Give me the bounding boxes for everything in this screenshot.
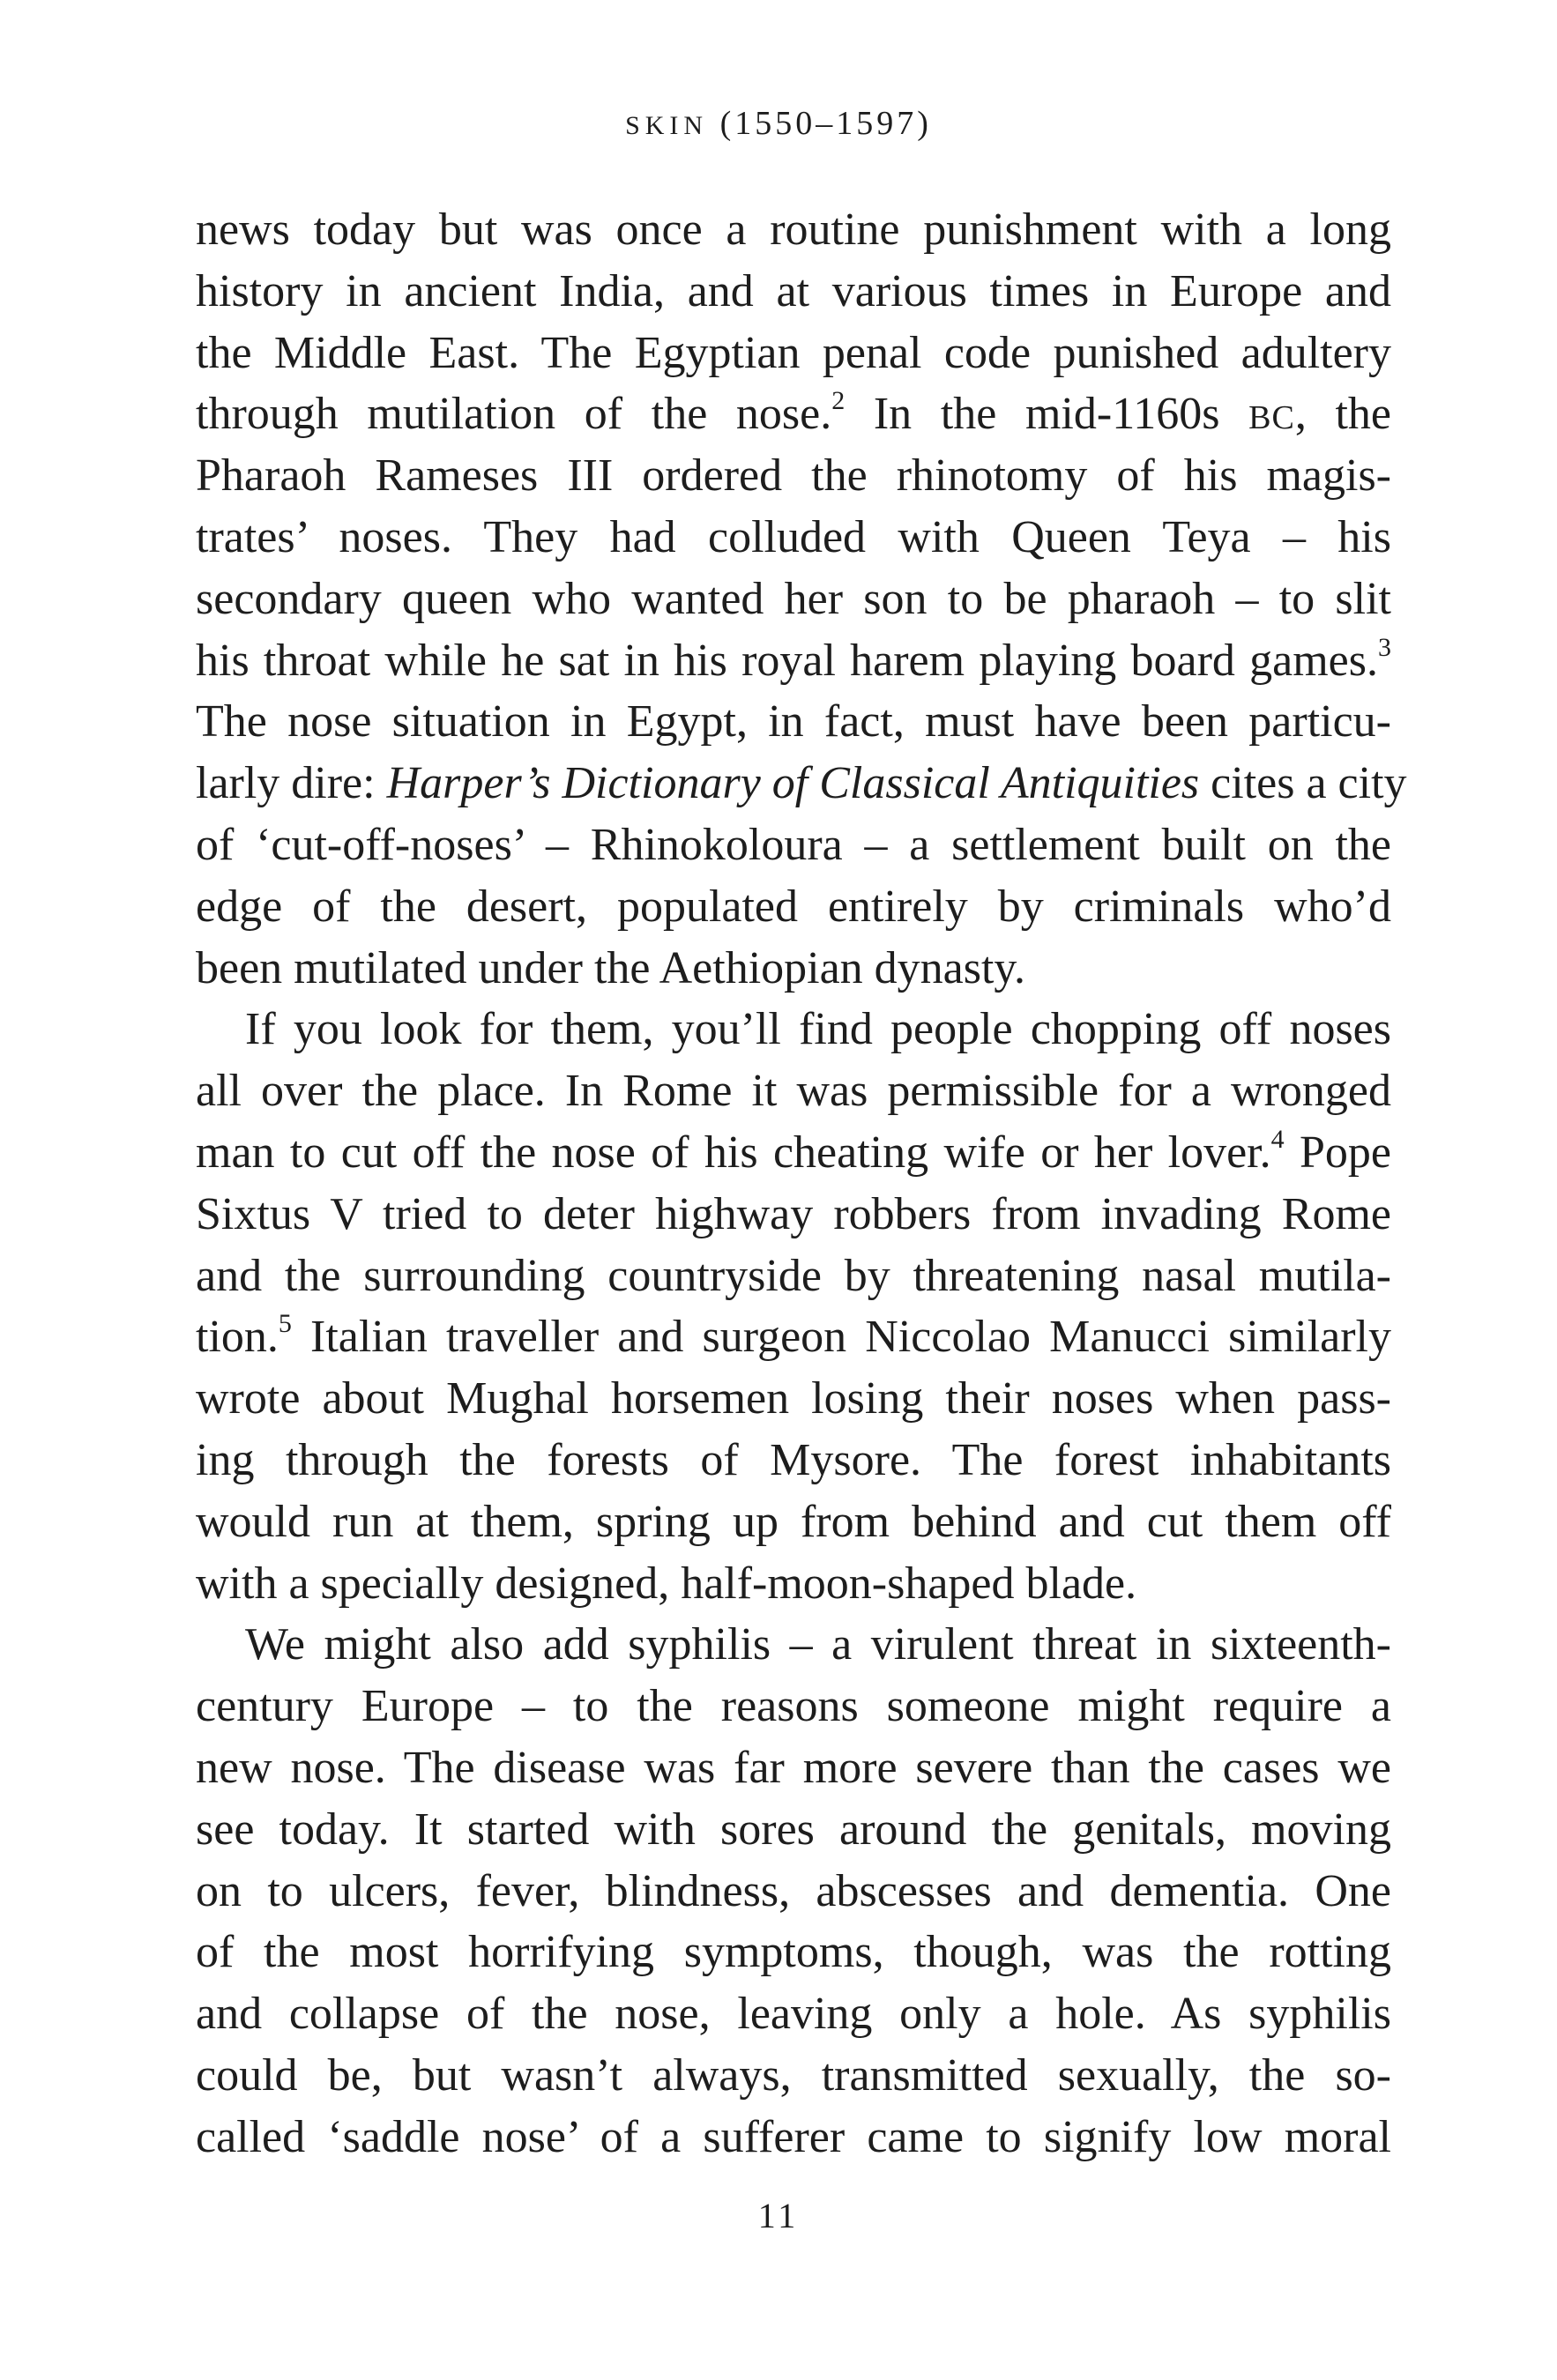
text-segment: larly dire: xyxy=(196,758,387,809)
text-segment: cites a city xyxy=(1199,758,1407,809)
text-segment: through mutilation of the nose. xyxy=(196,389,832,440)
text-line: and collapse of the nose, leaving only a hole. As syphilis xyxy=(196,1989,1391,2040)
text-line: of ‘cut-off-noses’ – Rhinokoloura – a settlement built on the xyxy=(196,819,1391,870)
text-line: could be, but wasn’t always, transmitted sexually, the so- xyxy=(196,2049,1391,2101)
footnote-marker-2: 2 xyxy=(831,386,846,416)
text-line: on to ulcers, fever, blindness, abscesses and dementia. One xyxy=(196,1865,1391,1916)
text-line: If you look for them, you’ll find people chopping off noses xyxy=(245,1004,1391,1055)
paragraph-3 xyxy=(196,1614,1391,2168)
text-line: history in ancient India, and at various times in Europe and xyxy=(196,265,1391,316)
text-line xyxy=(196,630,1391,692)
text-line: We might also add syphilis – a virulent threat in sixteenth- xyxy=(245,1619,1391,1670)
text-line: all over the place. In Rome it was permissible for a wronged xyxy=(196,1066,1391,1117)
text-segment: his throat while he sat in his royal harem playing board games. xyxy=(196,635,1378,686)
text-line: wrote about Mughal horsemen losing their noses when pass- xyxy=(196,1373,1391,1424)
text-line: The nose situation in Egypt, in fact, must have been particu- xyxy=(196,696,1391,747)
text-line: would run at them, spring up from behind and cut them off xyxy=(196,1496,1391,1547)
text-line: called ‘saddle nose’ of a sufferer came to signify low moral xyxy=(196,2111,1391,2162)
text-line: century Europe – to the reasons someone might require a xyxy=(196,1681,1391,1732)
footnote-marker-3: 3 xyxy=(1378,632,1391,662)
text-segment: In the mid-1160s xyxy=(845,389,1249,440)
text-line xyxy=(196,383,1391,445)
text-line: the Middle East. The Egyptian penal code punished adultery xyxy=(196,327,1391,378)
paragraph-2 xyxy=(196,999,1391,1614)
text-segment: , the xyxy=(1294,389,1392,440)
running-head-title: SKIN xyxy=(625,111,709,140)
text-line: with a specially designed, half-moon-shaped blade. xyxy=(196,1558,1137,1609)
era-abbreviation: BC xyxy=(1248,399,1295,437)
text-line: edge of the desert, populated entirely by criminals who’d xyxy=(196,881,1391,932)
text-line: secondary queen who wanted her son to be pharaoh – to slit xyxy=(196,573,1391,624)
text-line xyxy=(196,753,1407,814)
text-line: Pharaoh Rameses III ordered the rhinotomy of his magis- xyxy=(196,450,1391,502)
body-text xyxy=(196,199,1407,2168)
text-segment: Italian traveller and surgeon Niccolao Manucci similarly xyxy=(291,1312,1391,1363)
book-title: Harper’s Dictionary of Classical Antiquities xyxy=(386,758,1200,809)
text-line: and the surrounding countryside by threatening nasal mutila- xyxy=(196,1250,1391,1301)
text-line: new nose. The disease was far more severe than the cases we xyxy=(196,1742,1391,1793)
text-line xyxy=(196,1306,1391,1368)
footnote-marker-5: 5 xyxy=(278,1309,292,1339)
running-head-years: (1550–1597) xyxy=(719,105,932,142)
text-line: see today. It started with sores around the genitals, moving xyxy=(196,1804,1391,1855)
footnote-marker-4: 4 xyxy=(1270,1124,1285,1154)
text-segment: man to cut off the nose of his cheating wife or her lover. xyxy=(196,1127,1271,1178)
text-line: Sixtus V tried to deter highway robbers from invading Rome xyxy=(196,1188,1391,1239)
text-line: news today but was once a routine punishment with a long xyxy=(196,205,1391,255)
text-segment: tion. xyxy=(196,1312,279,1363)
text-line: trates’ noses. They had colluded with Queen Teya – his xyxy=(196,511,1391,562)
text-line: been mutilated under the Aethiopian dynasty. xyxy=(196,942,1026,993)
paragraph-1 xyxy=(196,199,1407,999)
text-line xyxy=(196,1122,1391,1184)
text-line: ing through the forests of Mysore. The forest inhabitants xyxy=(196,1434,1391,1485)
text-line: of the most horrifying symptoms, though, was the rotting xyxy=(196,1927,1391,1978)
page-number: 11 xyxy=(757,2196,800,2235)
running-head xyxy=(0,104,1557,143)
text-segment: Pope xyxy=(1284,1127,1392,1178)
